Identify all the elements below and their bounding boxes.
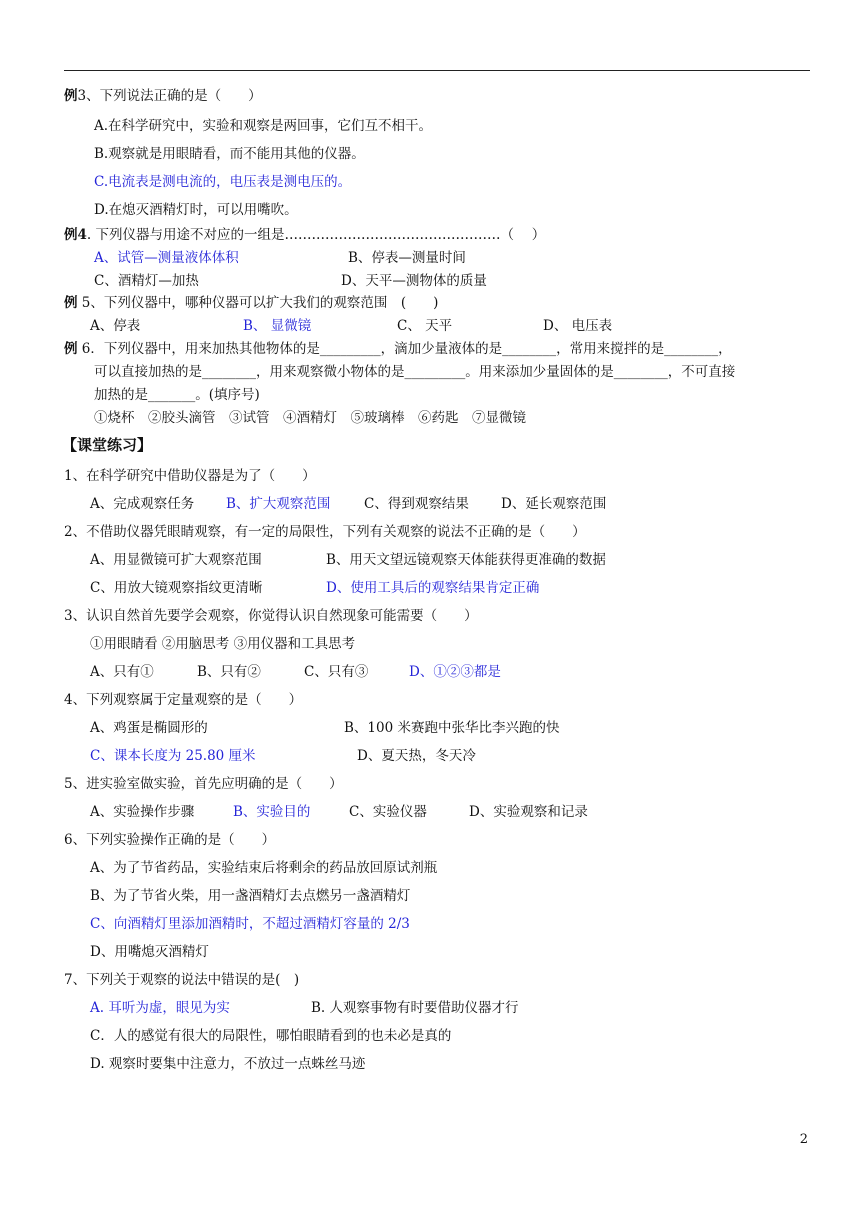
header-rule	[64, 70, 810, 71]
question-2-option-a: A、用显微镜可扩大观察范围	[90, 552, 262, 568]
question-2-option-d-answer: D、使用工具后的观察结果肯定正确	[326, 580, 540, 596]
example-6-line-1: 例 6．下列仪器中，用来加热其他物体的是_________，滴加少量液体的是________，常用来搅拌的是________，	[64, 341, 732, 357]
example-3-option-c-answer: C.电流表是测电流的，电压表是测电压的。	[94, 174, 352, 190]
question-6-option-c-answer: C、向酒精灯里添加酒精时，不超过酒精灯容量的 2/3	[90, 916, 410, 932]
example-4-stem: 例4. 下列仪器与用途不对应的一组是…………………………………………（ ）	[64, 227, 546, 243]
example-label: 例	[64, 341, 78, 357]
question-7-option-b: B. 人观察事物有时要借助仪器才行	[311, 1000, 519, 1016]
question-6-option-b: B、为了节省火柴，用一盏酒精灯去点燃另一盏酒精灯	[90, 888, 411, 904]
example-4-option-b: B、停表—测量时间	[348, 250, 466, 266]
question-1-option-c: C、得到观察结果	[364, 496, 469, 512]
question-3-subitems: ①用眼睛看 ②用脑思考 ③用仪器和工具思考	[90, 636, 356, 652]
example-label: 例	[64, 88, 78, 104]
example-3-option-a: A.在科学研究中，实验和观察是两回事，它们互不相干。	[94, 118, 433, 134]
question-7-stem: 7、下列关于观察的说法中错误的是( )	[64, 972, 300, 988]
example-3-stem: 例3、下列说法正确的是（ ）	[64, 88, 262, 104]
question-1-stem: 1、在科学研究中借助仪器是为了（ ）	[64, 468, 316, 484]
question-5-option-b-answer: B、实验目的	[233, 804, 311, 820]
question-3-option-a: A、只有①	[90, 664, 154, 680]
question-3-option-c: C、只有③	[304, 664, 369, 680]
question-1-option-d: D、延长观察范围	[501, 496, 607, 512]
question-7-option-c: C．人的感觉有很大的局限性，哪怕眼睛看到的也未必是真的	[90, 1028, 452, 1044]
question-6-option-d: D、用嘴熄灭酒精灯	[90, 944, 209, 960]
question-6-stem: 6、下列实验操作正确的是（ ）	[64, 832, 276, 848]
example-6-line-3: 加热的是_______。(填序号)	[94, 387, 260, 403]
example-label: 例	[64, 295, 78, 311]
question-1-option-a: A、完成观察任务	[90, 496, 195, 512]
example-5-option-d: D、 电压表	[543, 318, 613, 334]
question-3-option-b: B、只有②	[197, 664, 261, 680]
example-5-option-b-answer: B、 显微镜	[243, 318, 312, 334]
example-6-line-2: 可以直接加热的是________，用来观察微小物体的是_________。用来添加少量固体的是________，不可直接	[94, 364, 736, 380]
example-5-option-a: A、停表	[90, 318, 141, 334]
question-2-option-c: C、用放大镜观察指纹更清晰	[90, 580, 263, 596]
example-3-option-d: D.在熄灭酒精灯时，可以用嘴吹。	[94, 202, 298, 218]
question-5-option-a: A、实验操作步骤	[90, 804, 195, 820]
question-4-option-a: A、鸡蛋是椭圆形的	[90, 720, 208, 736]
question-2-option-b: B、用天文望远镜观察天体能获得更准确的数据	[326, 552, 606, 568]
example-4-option-c: C、酒精灯—加热	[94, 273, 199, 289]
question-1-option-b-answer: B、扩大观察范围	[226, 496, 331, 512]
example-label: 例4	[64, 227, 87, 243]
example-5-stem: 例 5、下列仪器中，哪种仪器可以扩大我们的观察范围 ( )	[64, 295, 439, 311]
example-4-option-a-answer: A、试管—测量液体体积	[94, 250, 239, 266]
question-3-option-d-answer: D、①②③都是	[409, 664, 501, 680]
question-4-option-d: D、夏天热，冬天冷	[357, 748, 476, 764]
question-4-option-b: B、100 米赛跑中张华比李兴跑的快	[344, 720, 560, 736]
question-5-stem: 5、进实验室做实验，首先应明确的是（ ）	[64, 776, 343, 792]
question-4-option-c-answer: C、课本长度为 25.80 厘米	[90, 748, 256, 764]
question-6-option-a: A、为了节省药品，实验结束后将剩余的药品放回原试剂瓶	[90, 860, 438, 876]
example-4-option-d: D、天平—测物体的质量	[341, 273, 487, 289]
question-3-stem: 3、认识自然首先要学会观察，你觉得认识自然现象可能需要（ ）	[64, 608, 478, 624]
example-6-options: ①烧杯 ②胶头滴管 ③试管 ④酒精灯 ⑤玻璃棒 ⑥药匙 ⑦显微镜	[94, 410, 526, 426]
question-5-option-d: D、实验观察和记录	[469, 804, 588, 820]
question-7-option-d: D. 观察时要集中注意力，不放过一点蛛丝马迹	[90, 1056, 366, 1072]
page-number: 2	[799, 1132, 808, 1147]
question-5-option-c: C、实验仪器	[349, 804, 427, 820]
example-3-option-b: B.观察就是用眼睛看，而不能用其他的仪器。	[94, 146, 365, 162]
section-title: 【课堂练习】	[62, 436, 153, 454]
example-5-option-c: C、 天平	[397, 318, 453, 334]
question-4-stem: 4、下列观察属于定量观察的是（ ）	[64, 692, 303, 708]
question-2-stem: 2、不借助仪器凭眼睛观察，有一定的局限性，下列有关观察的说法不正确的是（ ）	[64, 524, 586, 540]
question-7-option-a-answer: A. 耳听为虚，眼见为实	[90, 1000, 230, 1016]
